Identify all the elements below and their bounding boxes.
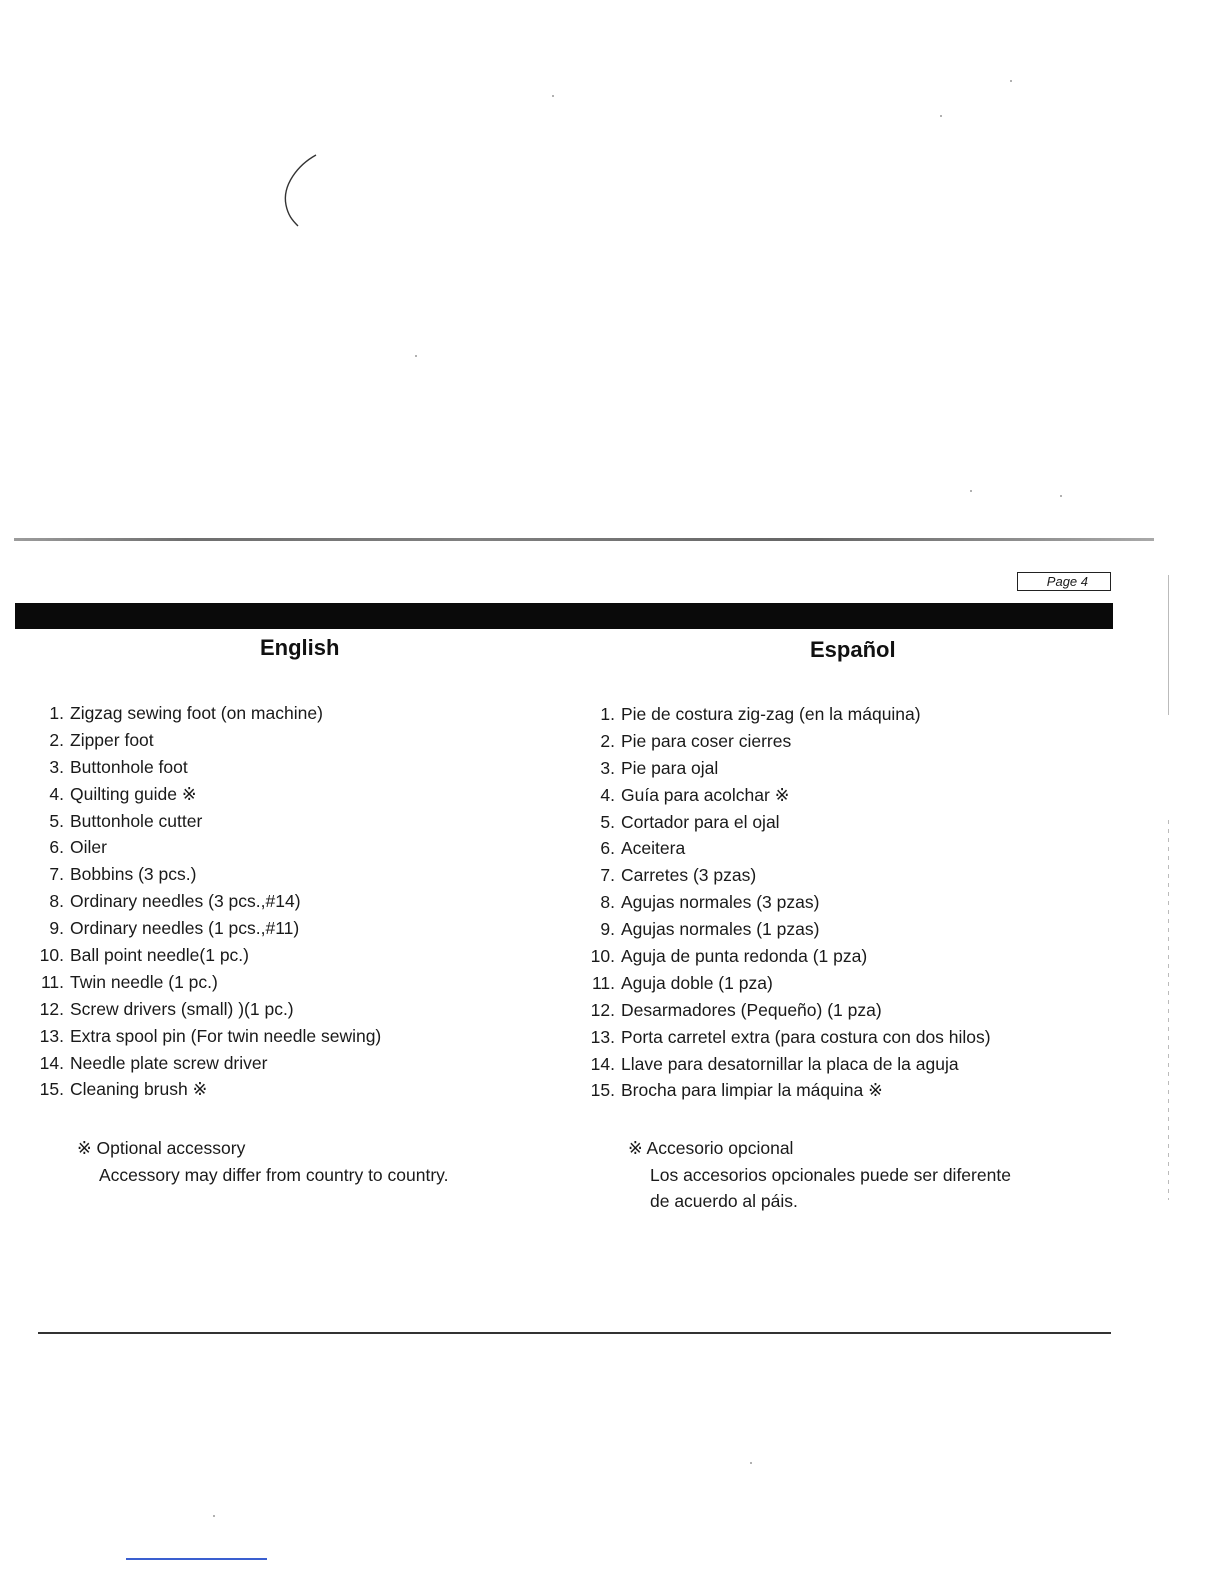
scan-speck xyxy=(1010,80,1012,82)
espanol-heading: Español xyxy=(810,637,896,662)
item-number: 8. xyxy=(49,891,64,912)
bottom-divider-rule xyxy=(38,1332,1111,1334)
list-item xyxy=(585,970,991,997)
list-item xyxy=(585,889,991,916)
list-item xyxy=(585,755,991,782)
list-item xyxy=(585,701,991,728)
list-item xyxy=(585,943,991,970)
item-text: Oiler xyxy=(70,837,107,858)
item-number: 11. xyxy=(591,972,615,993)
item-text: Bobbins (3 pcs.) xyxy=(70,864,197,885)
espanol-optional-note xyxy=(628,1135,1011,1215)
item-number: 2. xyxy=(600,730,615,751)
item-number: 7. xyxy=(600,865,615,886)
item-text: Ball point needle(1 pc.) xyxy=(70,945,249,966)
scan-speck xyxy=(552,95,554,97)
item-number: 6. xyxy=(49,837,64,858)
item-text: Pie de costura zig-zag (en la máquina) xyxy=(621,704,921,724)
scan-speck xyxy=(940,115,942,117)
list-item xyxy=(34,942,381,969)
item-text: Desarmadores (Pequeño) (1 pza) xyxy=(621,999,882,1020)
list-item xyxy=(34,781,381,808)
list-item xyxy=(585,728,991,755)
item-text: Aguja de punta redonda (1 pza) xyxy=(621,946,868,967)
list-item xyxy=(34,915,381,942)
espanol-accessory-list xyxy=(585,701,991,1104)
item-number: 9. xyxy=(600,919,615,940)
item-number: 3. xyxy=(600,757,615,778)
item-text: Brocha para limpiar la máquina ※ xyxy=(621,1080,883,1101)
item-number: 12. xyxy=(39,998,64,1019)
item-text: Llave para desatornillar la placa de la aguja xyxy=(621,1053,959,1074)
list-item xyxy=(34,1050,381,1077)
list-item xyxy=(34,1076,381,1103)
scan-speck xyxy=(415,355,417,357)
item-number: 11. xyxy=(40,971,64,992)
item-number: 6. xyxy=(600,838,615,859)
item-text: Extra spool pin (For twin needle sewing) xyxy=(70,1025,382,1046)
english-heading: English xyxy=(260,635,340,660)
list-item xyxy=(34,1023,381,1050)
list-item xyxy=(585,782,991,809)
list-item xyxy=(34,969,381,996)
page-number-label: Page 4 xyxy=(1017,572,1111,591)
top-divider-rule xyxy=(14,538,1154,541)
page-edge-mark xyxy=(1168,575,1169,715)
item-number: 7. xyxy=(49,864,64,885)
item-text: Zigzag sewing foot (on machine) xyxy=(70,703,323,723)
item-text: Porta carretel extra (para costura con dos hilos) xyxy=(621,1026,991,1047)
item-number: 4. xyxy=(49,783,64,804)
list-item xyxy=(34,727,381,754)
scan-speck xyxy=(1060,495,1062,497)
item-number: 3. xyxy=(49,756,64,777)
item-number: 13. xyxy=(590,1026,615,1047)
item-number: 14. xyxy=(590,1053,615,1074)
note-text: Accessory may differ from country to country. xyxy=(99,1164,449,1185)
list-item xyxy=(585,916,991,943)
item-number: 13. xyxy=(39,1025,64,1046)
item-text: Cortador para el ojal xyxy=(621,811,780,832)
english-accessory-list xyxy=(34,700,381,1103)
handwritten-paren-mark xyxy=(278,150,328,235)
item-text: Pie para coser cierres xyxy=(621,730,792,751)
list-item xyxy=(585,997,991,1024)
item-number: 5. xyxy=(49,810,64,831)
item-text: Cleaning brush ※ xyxy=(70,1079,208,1100)
item-text: Agujas normales (3 pzas) xyxy=(621,892,820,913)
note-text: de acuerdo al páis. xyxy=(650,1191,798,1211)
item-number: 4. xyxy=(600,784,615,805)
item-text: Needle plate screw driver xyxy=(70,1052,268,1073)
header-band xyxy=(15,603,1113,629)
scan-speck xyxy=(750,1462,752,1464)
list-item xyxy=(585,835,991,862)
item-text: Pie para ojal xyxy=(621,757,719,778)
list-item xyxy=(34,996,381,1023)
item-number: 10. xyxy=(590,946,615,967)
list-item xyxy=(34,700,381,727)
list-item xyxy=(585,809,991,836)
item-text: Aguja doble (1 pza) xyxy=(621,972,773,993)
item-number: 5. xyxy=(600,811,615,832)
scan-speck xyxy=(213,1515,215,1517)
list-item xyxy=(34,834,381,861)
list-item xyxy=(585,862,991,889)
item-text: Carretes (3 pzas) xyxy=(621,865,757,886)
item-text: Ordinary needles (3 pcs.,#14) xyxy=(70,891,301,912)
list-item xyxy=(34,754,381,781)
list-item xyxy=(585,1077,991,1104)
item-text: Buttonhole cutter xyxy=(70,810,203,831)
item-number: 14. xyxy=(39,1052,64,1073)
english-optional-note xyxy=(77,1135,448,1188)
list-item xyxy=(585,1051,991,1078)
item-number: 1. xyxy=(49,703,64,723)
item-number: 15. xyxy=(39,1079,64,1100)
list-item xyxy=(34,861,381,888)
list-item xyxy=(34,888,381,915)
note-title: ※ Optional accessory xyxy=(77,1138,246,1158)
item-text: Twin needle (1 pc.) xyxy=(70,971,218,992)
item-text: Aceitera xyxy=(621,838,686,859)
item-text: Agujas normales (1 pzas) xyxy=(621,919,820,940)
item-text: Quilting guide ※ xyxy=(70,783,197,804)
item-number: 15. xyxy=(590,1080,615,1101)
list-item xyxy=(585,1024,991,1051)
item-number: 10. xyxy=(39,945,64,966)
item-number: 2. xyxy=(49,729,64,750)
item-number: 12. xyxy=(590,999,615,1020)
item-number: 8. xyxy=(600,892,615,913)
blue-underline-mark xyxy=(126,1558,267,1560)
item-text: Ordinary needles (1 pcs.,#11) xyxy=(70,918,300,939)
item-text: Zipper foot xyxy=(70,729,154,750)
item-text: Guía para acolchar ※ xyxy=(621,784,790,805)
page-edge-mark xyxy=(1168,820,1169,1200)
note-title: ※ Accesorio opcional xyxy=(628,1138,794,1158)
scan-speck xyxy=(970,490,972,492)
item-number: 1. xyxy=(600,704,615,724)
item-text: Buttonhole foot xyxy=(70,756,188,777)
item-text: Screw drivers (small) )(1 pc.) xyxy=(70,998,294,1019)
item-number: 9. xyxy=(49,918,64,939)
note-text: Los accesorios opcionales puede ser diferente xyxy=(650,1164,1011,1185)
list-item xyxy=(34,808,381,835)
